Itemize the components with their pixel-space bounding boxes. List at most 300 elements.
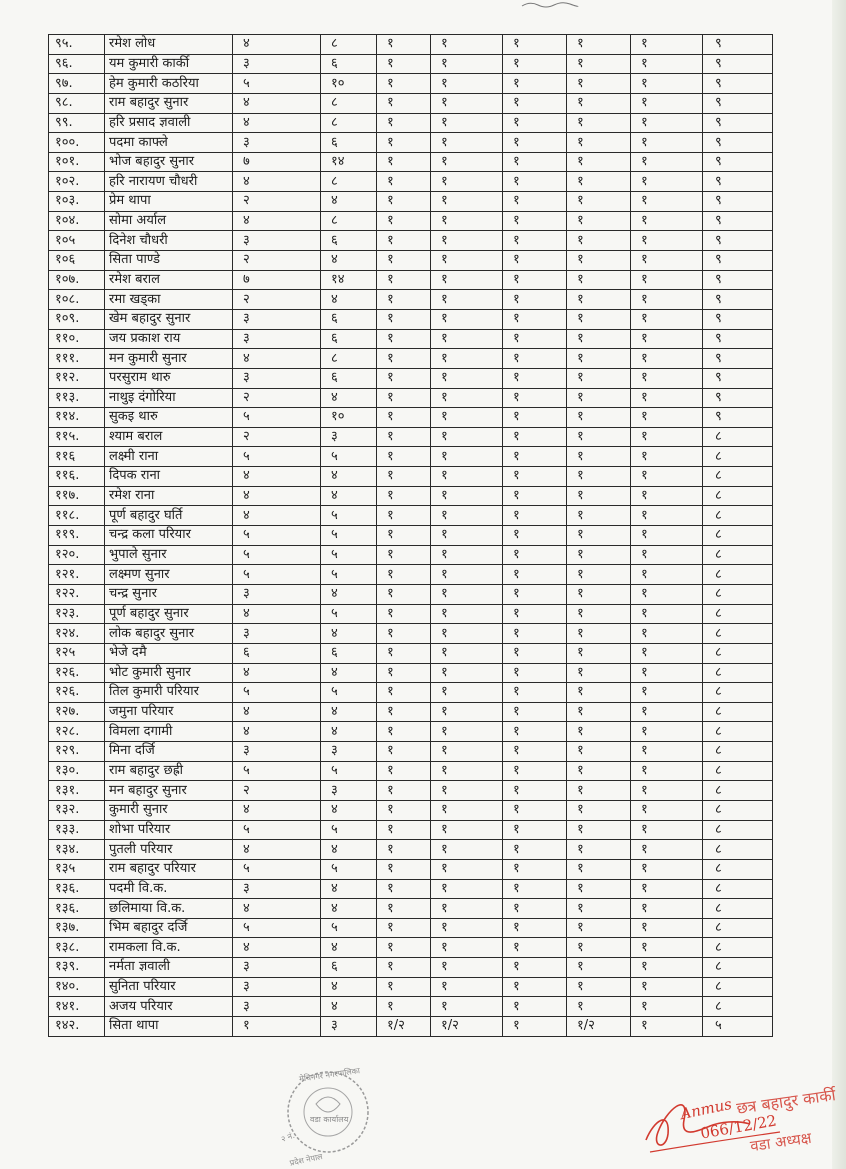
col-6-value-cell: १ <box>431 997 503 1017</box>
col-6-value-cell: १ <box>431 604 503 624</box>
col-5-value-cell: १ <box>377 113 431 133</box>
family-members-cell: ५ <box>233 918 321 938</box>
col-7-value-cell: १ <box>503 54 567 74</box>
col-9-value-cell: १ <box>631 427 703 447</box>
col-8-value-cell: १ <box>567 545 631 565</box>
col-8-value-cell: १ <box>567 290 631 310</box>
col-6-value-cell: १ <box>431 918 503 938</box>
household-head-name-cell: दिनेश चौधरी <box>105 231 233 251</box>
family-members-cell: ४ <box>233 899 321 919</box>
household-head-name-cell: सुकइ थारु <box>105 408 233 428</box>
col-4-value-cell: ४ <box>321 938 377 958</box>
family-members-cell: ४ <box>233 486 321 506</box>
family-members-cell: ३ <box>233 368 321 388</box>
household-head-name-cell: चन्द्र सुनार <box>105 584 233 604</box>
table-row <box>49 231 773 251</box>
col-7-value-cell: १ <box>503 643 567 663</box>
table-row <box>49 781 773 801</box>
family-members-cell: ३ <box>233 977 321 997</box>
col-6-value-cell: १ <box>431 584 503 604</box>
household-head-name-cell: पूर्ण बहादुर घर्ति <box>105 506 233 526</box>
table-row <box>49 133 773 153</box>
col-4-value-cell: १४ <box>321 152 377 172</box>
col-6-value-cell: १ <box>431 133 503 153</box>
col-7-value-cell: १ <box>503 231 567 251</box>
family-members-cell: ३ <box>233 624 321 644</box>
col-7-value-cell: १ <box>503 859 567 879</box>
family-members-cell: ४ <box>233 506 321 526</box>
col-9-value-cell: १ <box>631 270 703 290</box>
col-6-value-cell: १ <box>431 761 503 781</box>
col-8-value-cell: १ <box>567 427 631 447</box>
col-9-value-cell: १ <box>631 584 703 604</box>
col-7-value-cell: १ <box>503 368 567 388</box>
col-4-value-cell: ३ <box>321 781 377 801</box>
col-9-value-cell: १ <box>631 211 703 231</box>
col-5-value-cell: १ <box>377 624 431 644</box>
table-row <box>49 604 773 624</box>
col-5-value-cell: १ <box>377 820 431 840</box>
household-head-name-cell: मन कुमारी सुनार <box>105 349 233 369</box>
col-6-value-cell: १ <box>431 231 503 251</box>
col-8-value-cell: १ <box>567 74 631 94</box>
col-7-value-cell: १ <box>503 565 567 585</box>
family-members-cell: २ <box>233 192 321 212</box>
col-6-value-cell: १ <box>431 486 503 506</box>
col-7-value-cell: १ <box>503 309 567 329</box>
col-8-value-cell: १ <box>567 958 631 978</box>
col-5-value-cell: १ <box>377 977 431 997</box>
serial-number-cell: ११७. <box>49 486 105 506</box>
col-4-value-cell: ६ <box>321 309 377 329</box>
total-score-cell: ८ <box>703 584 773 604</box>
family-members-cell: ४ <box>233 840 321 860</box>
col-8-value-cell: १ <box>567 643 631 663</box>
family-members-cell: ५ <box>233 859 321 879</box>
col-6-value-cell: १ <box>431 388 503 408</box>
household-head-name-cell: छलिमाया वि.क. <box>105 899 233 919</box>
col-5-value-cell: १ <box>377 211 431 231</box>
chairperson-signature <box>640 1080 846 1169</box>
family-members-cell: ५ <box>233 565 321 585</box>
col-7-value-cell: १ <box>503 467 567 487</box>
col-7-value-cell: १ <box>503 918 567 938</box>
col-4-value-cell: ४ <box>321 663 377 683</box>
table-row <box>49 192 773 212</box>
household-head-name-cell: हेम कुमारी कठरिया <box>105 74 233 94</box>
family-members-cell: ४ <box>233 800 321 820</box>
col-9-value-cell: १ <box>631 368 703 388</box>
col-8-value-cell: १ <box>567 977 631 997</box>
family-members-cell: ४ <box>233 172 321 192</box>
col-6-value-cell: १ <box>431 506 503 526</box>
total-score-cell: ९ <box>703 388 773 408</box>
col-9-value-cell: १ <box>631 54 703 74</box>
serial-number-cell: ११६. <box>49 467 105 487</box>
family-members-cell: ३ <box>233 958 321 978</box>
household-head-name-cell: रमेश राना <box>105 486 233 506</box>
col-8-value-cell: १ <box>567 408 631 428</box>
col-8-value-cell: १ <box>567 565 631 585</box>
total-score-cell: ८ <box>703 427 773 447</box>
table-row <box>49 840 773 860</box>
household-head-name-cell: कुमारी सुनार <box>105 800 233 820</box>
household-head-name-cell: लक्ष्मण सुनार <box>105 565 233 585</box>
signature-handwriting: Anmus <box>678 1094 734 1124</box>
serial-number-cell: १३९. <box>49 958 105 978</box>
col-6-value-cell: १ <box>431 113 503 133</box>
household-head-name-cell: रामकला वि.क. <box>105 938 233 958</box>
serial-number-cell: ११०. <box>49 329 105 349</box>
col-7-value-cell: १ <box>503 486 567 506</box>
total-score-cell: ९ <box>703 251 773 271</box>
serial-number-cell: ११५. <box>49 427 105 447</box>
col-6-value-cell: १ <box>431 349 503 369</box>
col-7-value-cell: १ <box>503 761 567 781</box>
serial-number-cell: १४०. <box>49 977 105 997</box>
total-score-cell: ९ <box>703 211 773 231</box>
col-5-value-cell: १ <box>377 388 431 408</box>
family-members-cell: १ <box>233 1017 321 1037</box>
total-score-cell: ९ <box>703 192 773 212</box>
serial-number-cell: ११८. <box>49 506 105 526</box>
family-members-cell: ३ <box>233 879 321 899</box>
total-score-cell: ९ <box>703 74 773 94</box>
stamp-line-2: वडा कार्यालय <box>310 1115 349 1124</box>
serial-number-cell: १२६. <box>49 683 105 703</box>
col-4-value-cell: ४ <box>321 624 377 644</box>
col-9-value-cell: १ <box>631 152 703 172</box>
total-score-cell: ९ <box>703 152 773 172</box>
col-4-value-cell: ३ <box>321 427 377 447</box>
col-7-value-cell: १ <box>503 742 567 762</box>
household-head-name-cell: खेम बहादुर सुनार <box>105 309 233 329</box>
col-5-value-cell: १/२ <box>377 1017 431 1037</box>
total-score-cell: ८ <box>703 722 773 742</box>
page-edge-shadow <box>832 0 846 1169</box>
serial-number-cell: १२३. <box>49 604 105 624</box>
serial-number-cell: १३६. <box>49 879 105 899</box>
col-8-value-cell: १ <box>567 192 631 212</box>
col-7-value-cell: १ <box>503 820 567 840</box>
col-5-value-cell: १ <box>377 958 431 978</box>
col-5-value-cell: १ <box>377 192 431 212</box>
serial-number-cell: १४१. <box>49 997 105 1017</box>
col-9-value-cell: १ <box>631 683 703 703</box>
family-members-cell: ५ <box>233 74 321 94</box>
table-row <box>49 74 773 94</box>
col-4-value-cell: ५ <box>321 918 377 938</box>
col-5-value-cell: १ <box>377 663 431 683</box>
table-row <box>49 663 773 683</box>
top-scribble-mark <box>520 0 580 10</box>
col-4-value-cell: ६ <box>321 329 377 349</box>
family-members-cell: ४ <box>233 113 321 133</box>
family-members-cell: ६ <box>233 643 321 663</box>
total-score-cell: ८ <box>703 938 773 958</box>
col-7-value-cell: १ <box>503 840 567 860</box>
household-head-name-cell: भिम बहादुर दर्जि <box>105 918 233 938</box>
col-4-value-cell: ८ <box>321 113 377 133</box>
table-row <box>49 624 773 644</box>
family-members-cell: ५ <box>233 526 321 546</box>
col-9-value-cell: १ <box>631 113 703 133</box>
serial-number-cell: १२७. <box>49 702 105 722</box>
col-4-value-cell: ५ <box>321 447 377 467</box>
col-7-value-cell: १ <box>503 93 567 113</box>
col-8-value-cell: १ <box>567 918 631 938</box>
total-score-cell: ८ <box>703 486 773 506</box>
col-4-value-cell: ४ <box>321 192 377 212</box>
col-9-value-cell: १ <box>631 467 703 487</box>
col-6-value-cell: १ <box>431 977 503 997</box>
col-8-value-cell: १ <box>567 702 631 722</box>
col-8-value-cell: १ <box>567 486 631 506</box>
col-6-value-cell: १ <box>431 840 503 860</box>
col-9-value-cell: १ <box>631 918 703 938</box>
col-6-value-cell: १ <box>431 467 503 487</box>
col-4-value-cell: ४ <box>321 467 377 487</box>
col-6-value-cell: १ <box>431 192 503 212</box>
serial-number-cell: १३१. <box>49 781 105 801</box>
col-5-value-cell: १ <box>377 584 431 604</box>
col-5-value-cell: १ <box>377 447 431 467</box>
family-members-cell: २ <box>233 781 321 801</box>
family-members-cell: ३ <box>233 54 321 74</box>
serial-number-cell: ११४. <box>49 408 105 428</box>
family-members-cell: ४ <box>233 349 321 369</box>
table-row <box>49 859 773 879</box>
col-6-value-cell: १ <box>431 251 503 271</box>
col-7-value-cell: १ <box>503 722 567 742</box>
serial-number-cell: १२८. <box>49 722 105 742</box>
col-9-value-cell: १ <box>631 781 703 801</box>
household-head-name-cell: नर्मता ज्ञवाली <box>105 958 233 978</box>
col-4-value-cell: ६ <box>321 368 377 388</box>
col-4-value-cell: ४ <box>321 899 377 919</box>
household-head-name-cell: रमा खड्का <box>105 290 233 310</box>
col-6-value-cell: १ <box>431 545 503 565</box>
col-8-value-cell: १ <box>567 54 631 74</box>
col-4-value-cell: ८ <box>321 349 377 369</box>
col-4-value-cell: १४ <box>321 270 377 290</box>
col-4-value-cell: ४ <box>321 977 377 997</box>
serial-number-cell: १०१. <box>49 152 105 172</box>
serial-number-cell: १२२. <box>49 584 105 604</box>
stamp-line-1: मेचिनगर नगरपालिका <box>298 1066 361 1084</box>
col-9-value-cell: १ <box>631 859 703 879</box>
col-8-value-cell: १ <box>567 35 631 55</box>
col-9-value-cell: १ <box>631 977 703 997</box>
household-head-name-cell: राम बहादुर परियार <box>105 859 233 879</box>
serial-number-cell: ९६. <box>49 54 105 74</box>
family-members-cell: ४ <box>233 663 321 683</box>
table-row <box>49 918 773 938</box>
table-row <box>49 977 773 997</box>
col-7-value-cell: १ <box>503 958 567 978</box>
col-7-value-cell: १ <box>503 584 567 604</box>
serial-number-cell: १००. <box>49 133 105 153</box>
total-score-cell: ९ <box>703 172 773 192</box>
total-score-cell: ९ <box>703 329 773 349</box>
family-members-cell: ३ <box>233 231 321 251</box>
total-score-cell: ८ <box>703 742 773 762</box>
col-8-value-cell: १ <box>567 329 631 349</box>
col-7-value-cell: १ <box>503 408 567 428</box>
serial-number-cell: १११. <box>49 349 105 369</box>
col-7-value-cell: १ <box>503 879 567 899</box>
col-5-value-cell: १ <box>377 643 431 663</box>
col-5-value-cell: १ <box>377 840 431 860</box>
serial-number-cell: ९७. <box>49 74 105 94</box>
total-score-cell: ९ <box>703 290 773 310</box>
col-5-value-cell: १ <box>377 879 431 899</box>
table-row <box>49 702 773 722</box>
col-4-value-cell: ४ <box>321 584 377 604</box>
total-score-cell: ८ <box>703 702 773 722</box>
col-8-value-cell: १ <box>567 624 631 644</box>
household-head-name-cell: यम कुमारी कार्की <box>105 54 233 74</box>
household-head-name-cell: विमला दगामी <box>105 722 233 742</box>
signature-name: छत्र बहादुर कार्की <box>735 1085 837 1118</box>
total-score-cell: ८ <box>703 918 773 938</box>
col-9-value-cell: १ <box>631 663 703 683</box>
total-score-cell: ८ <box>703 820 773 840</box>
table-row <box>49 879 773 899</box>
col-4-value-cell: ५ <box>321 859 377 879</box>
col-8-value-cell: १ <box>567 172 631 192</box>
col-8-value-cell: १ <box>567 584 631 604</box>
col-8-value-cell: १ <box>567 309 631 329</box>
col-8-value-cell: १ <box>567 840 631 860</box>
table-row <box>49 565 773 585</box>
total-score-cell: ९ <box>703 113 773 133</box>
household-head-name-cell: लक्ष्मी राना <box>105 447 233 467</box>
col-7-value-cell: १ <box>503 388 567 408</box>
table-row <box>49 270 773 290</box>
col-7-value-cell: १ <box>503 211 567 231</box>
total-score-cell: ८ <box>703 977 773 997</box>
col-7-value-cell: १ <box>503 447 567 467</box>
serial-number-cell: १०३. <box>49 192 105 212</box>
col-4-value-cell: ५ <box>321 604 377 624</box>
serial-number-cell: १२०. <box>49 545 105 565</box>
total-score-cell: ८ <box>703 506 773 526</box>
household-head-name-cell: भोट कुमारी सुनार <box>105 663 233 683</box>
col-7-value-cell: १ <box>503 133 567 153</box>
col-6-value-cell: १ <box>431 722 503 742</box>
household-head-name-cell: सोमा अर्याल <box>105 211 233 231</box>
col-9-value-cell: १ <box>631 840 703 860</box>
household-head-name-cell: नाथुइ दंगोरिया <box>105 388 233 408</box>
col-6-value-cell: १ <box>431 447 503 467</box>
col-5-value-cell: १ <box>377 918 431 938</box>
total-score-cell: ८ <box>703 604 773 624</box>
col-6-value-cell: १ <box>431 899 503 919</box>
table-row <box>49 211 773 231</box>
col-7-value-cell: १ <box>503 192 567 212</box>
col-9-value-cell: १ <box>631 722 703 742</box>
table-row <box>49 172 773 192</box>
col-9-value-cell: १ <box>631 643 703 663</box>
col-8-value-cell: १ <box>567 368 631 388</box>
col-8-value-cell: १ <box>567 781 631 801</box>
total-score-cell: ८ <box>703 565 773 585</box>
col-8-value-cell: १ <box>567 152 631 172</box>
col-7-value-cell: १ <box>503 329 567 349</box>
col-9-value-cell: १ <box>631 309 703 329</box>
total-score-cell: ९ <box>703 54 773 74</box>
serial-number-cell: ९८. <box>49 93 105 113</box>
col-7-value-cell: १ <box>503 938 567 958</box>
col-9-value-cell: १ <box>631 290 703 310</box>
household-head-name-cell: सिता थापा <box>105 1017 233 1037</box>
col-7-value-cell: १ <box>503 1017 567 1037</box>
col-7-value-cell: १ <box>503 702 567 722</box>
col-5-value-cell: १ <box>377 545 431 565</box>
family-members-cell: ३ <box>233 329 321 349</box>
table-row <box>49 152 773 172</box>
col-9-value-cell: १ <box>631 604 703 624</box>
total-score-cell: ९ <box>703 231 773 251</box>
col-4-value-cell: ५ <box>321 506 377 526</box>
total-score-cell: ९ <box>703 270 773 290</box>
serial-number-cell: १०८. <box>49 290 105 310</box>
total-score-cell: ८ <box>703 683 773 703</box>
family-members-cell: ७ <box>233 270 321 290</box>
col-7-value-cell: १ <box>503 35 567 55</box>
total-score-cell: ८ <box>703 781 773 801</box>
col-4-value-cell: ६ <box>321 133 377 153</box>
serial-number-cell: १०५ <box>49 231 105 251</box>
family-members-cell: ५ <box>233 820 321 840</box>
family-members-cell: ३ <box>233 133 321 153</box>
col-7-value-cell: १ <box>503 663 567 683</box>
family-members-cell: ४ <box>233 211 321 231</box>
col-4-value-cell: १० <box>321 74 377 94</box>
col-6-value-cell: १ <box>431 938 503 958</box>
col-8-value-cell: १ <box>567 447 631 467</box>
total-score-cell: ९ <box>703 35 773 55</box>
col-4-value-cell: ४ <box>321 290 377 310</box>
col-7-value-cell: १ <box>503 290 567 310</box>
col-4-value-cell: ८ <box>321 172 377 192</box>
total-score-cell: ९ <box>703 309 773 329</box>
table-row <box>49 800 773 820</box>
register-rows <box>49 35 773 1037</box>
household-head-name-cell: प्रेम थापा <box>105 192 233 212</box>
family-members-cell: ४ <box>233 604 321 624</box>
family-members-cell: ४ <box>233 35 321 55</box>
household-head-name-cell: भुपाले सुनार <box>105 545 233 565</box>
household-head-name-cell: भेजे दमै <box>105 643 233 663</box>
col-9-value-cell: १ <box>631 172 703 192</box>
col-7-value-cell: १ <box>503 270 567 290</box>
serial-number-cell: १२५ <box>49 643 105 663</box>
col-7-value-cell: १ <box>503 781 567 801</box>
col-9-value-cell: १ <box>631 408 703 428</box>
household-head-name-cell: मिना दर्जि <box>105 742 233 762</box>
col-8-value-cell: १ <box>567 604 631 624</box>
serial-number-cell: १२९. <box>49 742 105 762</box>
table-row <box>49 408 773 428</box>
col-9-value-cell: १ <box>631 545 703 565</box>
serial-number-cell: ११२. <box>49 368 105 388</box>
household-head-name-cell: लोक बहादुर सुनार <box>105 624 233 644</box>
table-row <box>49 251 773 271</box>
family-members-cell: ३ <box>233 997 321 1017</box>
col-4-value-cell: १० <box>321 408 377 428</box>
